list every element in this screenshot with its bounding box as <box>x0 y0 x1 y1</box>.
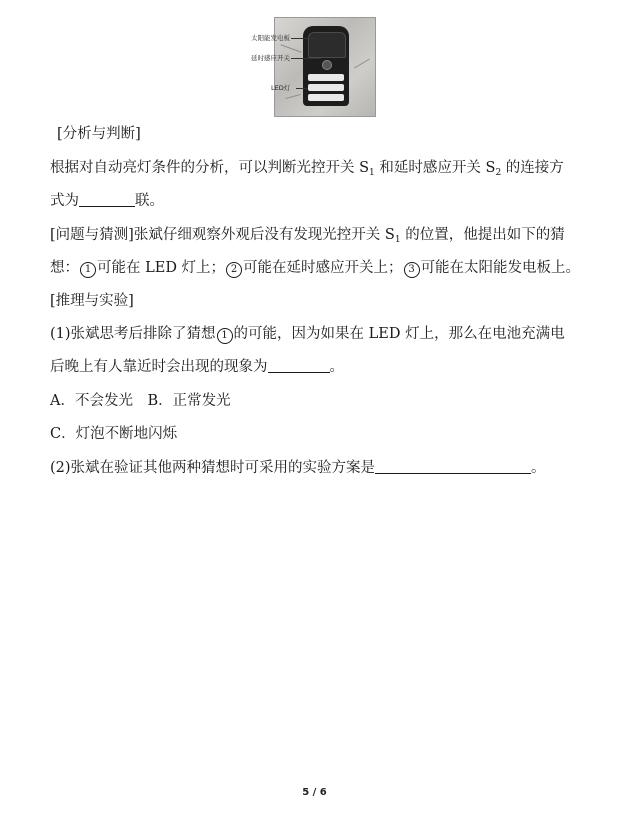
leader-line <box>291 38 315 39</box>
paragraph-analysis-line2: 式为 联。 <box>50 193 164 209</box>
leader-line <box>296 88 308 89</box>
circled-number: 2 <box>226 262 242 278</box>
question-1-line1: (1)张斌思考后排除了猜想 1 的可能，因为如果在 LED 灯上，那么在电池充满电 <box>50 326 565 342</box>
callout-delay-switch: 延时感应开关 <box>251 54 290 62</box>
solar-lamp-photo <box>274 17 376 117</box>
callout-solar-panel: 太阳能发电板 <box>251 34 290 42</box>
paragraph-guess-line1: [问题与猜测]张斌仔细观察外观后没有发现光控开关 $S_1$ 的位置，他提出如下的猜 <box>50 227 565 245</box>
answer-blank <box>268 358 330 373</box>
question-2: (2)张斌在验证其他两种猜想时可采用的实验方案是 。 <box>50 460 546 476</box>
circled-number: 1 <box>217 328 233 344</box>
led-lens <box>308 74 344 81</box>
option-c: C．灯泡不断地闪烁 <box>50 426 178 442</box>
led-lens <box>308 94 344 101</box>
solar-panel <box>308 32 346 58</box>
circled-number: 1 <box>80 262 96 278</box>
section-heading-reasoning: [推理与实验] <box>50 293 134 309</box>
page-number: 5 / 6 <box>302 787 327 798</box>
circled-number: 3 <box>404 262 420 278</box>
question-1-line2: 后晚上有人靠近时会出现的现象为 。 <box>50 359 344 375</box>
motion-sensor <box>322 60 332 70</box>
answer-blank <box>375 459 531 474</box>
callout-led: LED灯 <box>271 84 291 92</box>
section-heading-analysis: [分析与判断] <box>57 126 141 142</box>
options-ab: A．不会发光 B．正常发光 <box>50 393 231 409</box>
leader-line <box>291 58 321 59</box>
led-lens <box>308 84 344 91</box>
answer-blank <box>79 192 135 207</box>
paragraph-guess-line2: 想： 1 可能在 LED 灯上； 2 可能在延时感应开关上； 3 可能在太阳能发电板上。 <box>50 260 581 276</box>
paragraph-analysis-line1: 根据对自动亮灯条件的分析，可以判断光控开关 $S_1$ 和延时感应开关 $S_2$ 的连接方 <box>50 160 564 178</box>
